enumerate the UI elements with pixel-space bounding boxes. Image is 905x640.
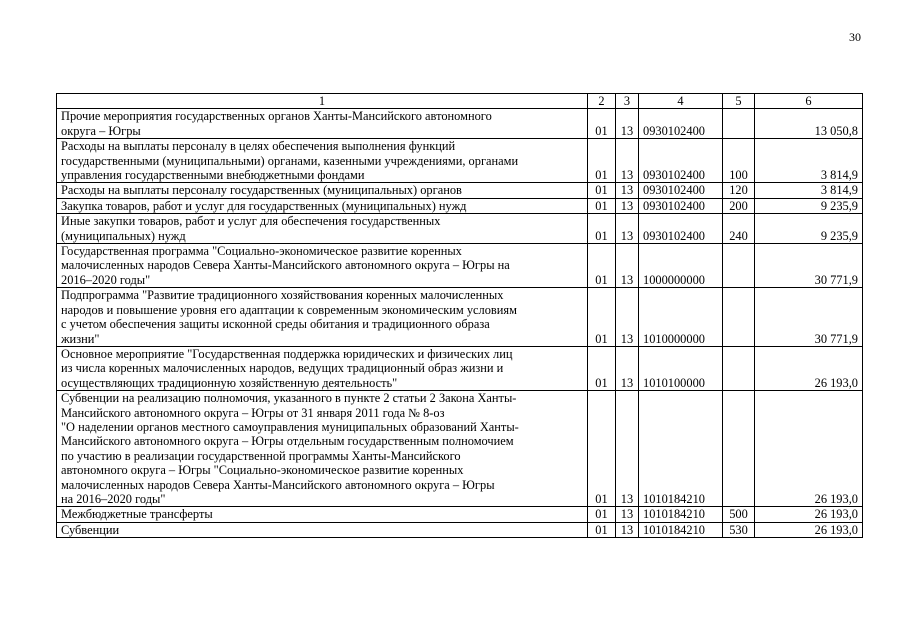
- row-name-cell: [57, 244, 588, 288]
- row-name-line: Расходы на выплаты персоналу в целях обеспечения выполнения функций: [61, 139, 456, 154]
- row-name-line: с учетом обеспечения защиты исконной среды обитания и традиционного образа: [61, 317, 490, 332]
- amount-cell: 30 771,9: [755, 288, 863, 347]
- expense-type-cell: 530: [723, 522, 755, 537]
- header-col-4: 4: [639, 94, 723, 109]
- header-col-1: 1: [57, 94, 588, 109]
- subsection-code-cell: 13: [616, 139, 639, 183]
- row-name-line: Государственная программа "Социально-экономическое развитие коренных: [61, 244, 462, 259]
- subsection-code-cell: 13: [616, 244, 639, 288]
- row-name-line: "О наделении органов местного самоуправления муниципальных образований Ханты-: [61, 419, 519, 434]
- row-name-line: Мансийского автономного округа – Югры от 31 января 2011 года № 8-оз: [61, 405, 445, 420]
- row-name-line: малочисленных народов Севера Ханты-Мансийского автономного округа – Югры: [61, 477, 495, 492]
- row-name-line: управления государственными внебюджетными фондами: [61, 168, 365, 183]
- expense-type-cell: [723, 391, 755, 507]
- table-row: [57, 244, 863, 288]
- subsection-code-cell: 13: [616, 507, 639, 522]
- subsection-code-cell: 13: [616, 522, 639, 537]
- target-item-code-cell: 0930102400: [639, 139, 723, 183]
- section-code-cell: 01: [588, 288, 616, 347]
- target-item-code-cell: 1010184210: [639, 507, 723, 522]
- amount-cell: 26 193,0: [755, 522, 863, 537]
- row-name-line: Закупка товаров, работ и услуг для государственных (муниципальных) нужд: [61, 198, 467, 213]
- target-item-code-cell: 1010000000: [639, 288, 723, 347]
- section-code-cell: 01: [588, 198, 616, 213]
- row-name-line: Субвенции: [61, 522, 120, 537]
- subsection-code-cell: 13: [616, 288, 639, 347]
- expense-type-cell: 100: [723, 139, 755, 183]
- target-item-code-cell: 1010184210: [639, 522, 723, 537]
- expense-type-cell: [723, 288, 755, 347]
- target-item-code-cell: 0930102400: [639, 214, 723, 244]
- table-row: [57, 198, 863, 213]
- row-name-line: государственными (муниципальными) органами, казенными учреждениями, органами: [61, 153, 519, 168]
- expense-type-cell: 240: [723, 214, 755, 244]
- row-name-line: Основное мероприятие "Государственная поддержка юридических и физических лиц: [61, 346, 513, 361]
- header-col-5: 5: [723, 94, 755, 109]
- amount-cell: 9 235,9: [755, 198, 863, 213]
- row-name-line: Расходы на выплаты персоналу государственных (муниципальных) органов: [61, 183, 462, 198]
- row-name-line: автономного округа – Югры "Социально-экономическое развитие коренных: [61, 463, 464, 478]
- table-row: [57, 507, 863, 522]
- subsection-code-cell: 13: [616, 346, 639, 390]
- row-name-cell: [57, 139, 588, 183]
- header-col-2: 2: [588, 94, 616, 109]
- row-name-cell: [57, 214, 588, 244]
- row-name-line: Прочие мероприятия государственных органов Ханты-Мансийского автономного: [61, 109, 492, 124]
- target-item-code-cell: 1000000000: [639, 244, 723, 288]
- page-number: 30: [849, 30, 861, 44]
- expense-type-cell: 500: [723, 507, 755, 522]
- table-row: [57, 109, 863, 139]
- row-name-line: осуществляющих традиционную хозяйственную деятельность": [61, 375, 398, 390]
- amount-cell: 30 771,9: [755, 244, 863, 288]
- table-row: [57, 346, 863, 390]
- expense-type-cell: 200: [723, 198, 755, 213]
- expense-type-cell: [723, 244, 755, 288]
- row-name-line: округа – Югры: [61, 123, 141, 138]
- amount-cell: 9 235,9: [755, 214, 863, 244]
- row-name-line: 2016–2020 годы": [61, 272, 151, 287]
- amount-cell: 26 193,0: [755, 391, 863, 507]
- table-row: [57, 139, 863, 183]
- table-row: [57, 214, 863, 244]
- row-name-line: Субвенции на реализацию полномочия, указанного в пункте 2 статьи 2 Закона Ханты-: [61, 391, 517, 406]
- row-name-line: Межбюджетные трансферты: [61, 507, 213, 522]
- section-code-cell: 01: [588, 139, 616, 183]
- section-code-cell: 01: [588, 244, 616, 288]
- amount-cell: 3 814,9: [755, 139, 863, 183]
- row-name-cell: [57, 109, 588, 139]
- amount-cell: 26 193,0: [755, 507, 863, 522]
- section-code-cell: 01: [588, 391, 616, 507]
- target-item-code-cell: 0930102400: [639, 198, 723, 213]
- row-name-line: (муниципальных) нужд: [61, 228, 186, 243]
- row-name-cell: [57, 391, 588, 507]
- row-name-line: Мансийского автономного округа – Югры отдельным государственным полномочием: [61, 434, 514, 449]
- row-name-line: малочисленных народов Севера Ханты-Мансийского автономного округа – Югры на: [61, 258, 510, 273]
- row-name-line: по участию в реализации государственной программы Ханты-Мансийского: [61, 448, 461, 463]
- table-header-row: [57, 94, 863, 109]
- section-code-cell: 01: [588, 183, 616, 198]
- row-name-cell: [57, 507, 588, 522]
- amount-cell: 26 193,0: [755, 346, 863, 390]
- expense-type-cell: 120: [723, 183, 755, 198]
- table-body: [57, 109, 863, 538]
- target-item-code-cell: 1010184210: [639, 391, 723, 507]
- header-col-3: 3: [616, 94, 639, 109]
- row-name-cell: [57, 346, 588, 390]
- expense-type-cell: [723, 109, 755, 139]
- subsection-code-cell: 13: [616, 214, 639, 244]
- target-item-code-cell: 0930102400: [639, 183, 723, 198]
- subsection-code-cell: 13: [616, 109, 639, 139]
- table-row: [57, 391, 863, 507]
- subsection-code-cell: 13: [616, 183, 639, 198]
- row-name-line: из числа коренных малочисленных народов, ведущих традиционный образ жизни и: [61, 361, 504, 376]
- header-col-6: 6: [755, 94, 863, 109]
- subsection-code-cell: 13: [616, 391, 639, 507]
- amount-cell: 13 050,8: [755, 109, 863, 139]
- row-name-cell: [57, 522, 588, 537]
- row-name-line: жизни": [61, 331, 100, 346]
- row-name-line: Иные закупки товаров, работ и услуг для обеспечения государственных: [61, 214, 441, 229]
- section-code-cell: 01: [588, 109, 616, 139]
- section-code-cell: 01: [588, 346, 616, 390]
- table-row: [57, 183, 863, 198]
- row-name-cell: [57, 288, 588, 347]
- section-code-cell: 01: [588, 214, 616, 244]
- row-name-line: Подпрограмма "Развитие традиционного хозяйствования коренных малочисленных: [61, 288, 504, 303]
- row-name-line: народов и повышение уровня его адаптации к современным экономическим условиям: [61, 302, 517, 317]
- target-item-code-cell: 0930102400: [639, 109, 723, 139]
- table-row: [57, 522, 863, 537]
- amount-cell: 3 814,9: [755, 183, 863, 198]
- table-row: [57, 288, 863, 347]
- subsection-code-cell: 13: [616, 198, 639, 213]
- row-name-cell: [57, 183, 588, 198]
- section-code-cell: 01: [588, 507, 616, 522]
- expense-type-cell: [723, 346, 755, 390]
- target-item-code-cell: 1010100000: [639, 346, 723, 390]
- budget-table: [56, 93, 863, 538]
- section-code-cell: 01: [588, 522, 616, 537]
- row-name-line: на 2016–2020 годы": [61, 491, 166, 506]
- row-name-cell: [57, 198, 588, 213]
